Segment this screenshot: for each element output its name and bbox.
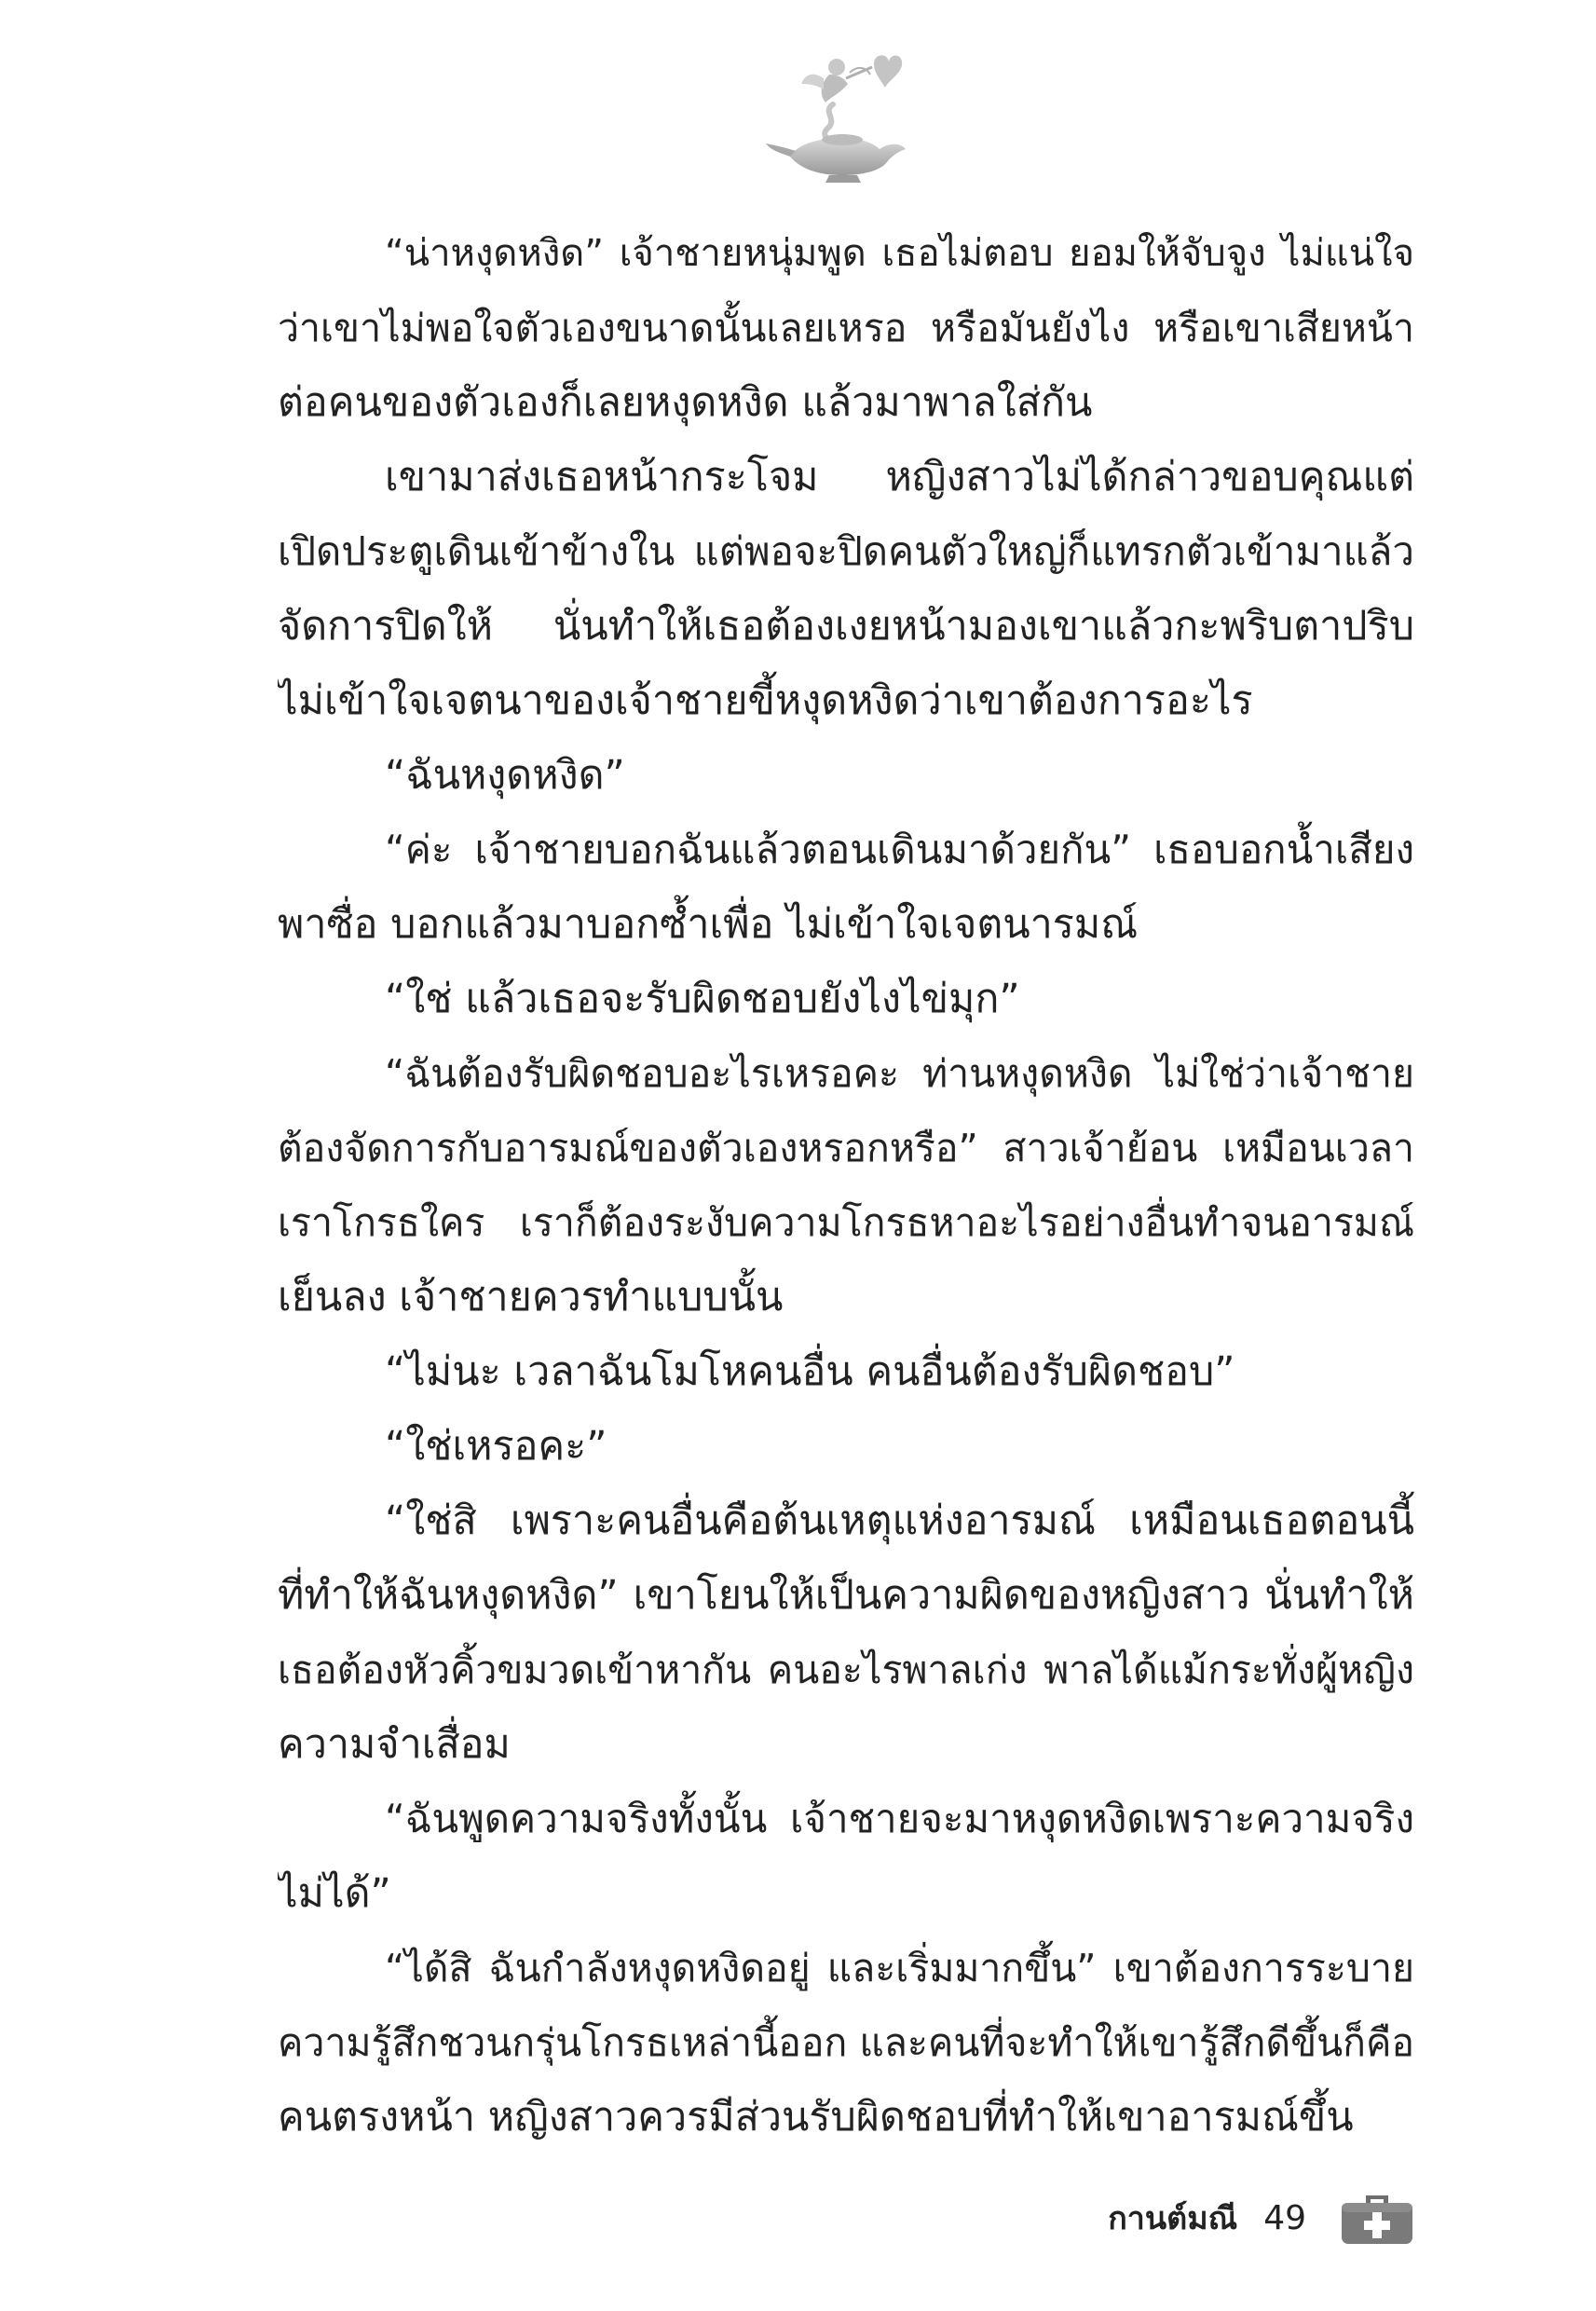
magic-lamp-ornament-icon [764, 47, 913, 186]
text-line: คนตรงหน้า หญิงสาวควรมีส่วนรับผิดชอบที่ทำให้เขาอารมณ์ขึ้น [278, 2094, 1354, 2140]
text-line: พาซื่อ บอกแล้วมาบอกซ้ำเพื่อ ไม่เข้าใจเจตนารมณ์ [278, 901, 1139, 948]
text-line: เย็นลง เจ้าชายควรทำแบบนั้น [278, 1274, 784, 1320]
text-line: ไม่เข้าใจเจตนาของเจ้าชายขี้หงุดหงิดว่าเขาต้องการอะไร [278, 677, 1253, 724]
text-line: “ฉันต้องรับผิดชอบอะไรเหรอคะ ท่านหงุดหงิด ไม่ใช่ว่าเจ้าชาย [385, 1051, 1414, 1096]
text-line: “ค่ะ เจ้าชายบอกฉันแล้วตอนเดินมาด้วยกัน” เธอบอกน้ำเสียง [385, 827, 1414, 872]
book-title: กานต์มณี [1108, 2200, 1238, 2237]
text-line: จัดการปิดให้ นั่นทำให้เธอต้องเงยหน้ามองเขาแล้วกะพริบตาปริบ [278, 603, 1414, 650]
text-line: “ใช่ แล้วเธอจะรับผิดชอบยังไงไข่มุก” [385, 976, 1020, 1022]
text-line: “ได้สิ ฉันกำลังหงุดหงิดอยู่ และเริ่มมากขึ้น” เขาต้องการระบาย [385, 1946, 1414, 1990]
text-line: “ไม่นะ เวลาฉันโมโหคนอื่น คนอื่นต้องรับผิดชอบ” [385, 1348, 1235, 1395]
text-line: ความจำเสื่อม [278, 1721, 511, 1768]
text-line: เธอต้องหัวคิ้วขมวดเข้าหากัน คนอะไรพาลเก่ง พาลได้แม้กระทั่งผู้หญิง [278, 1648, 1414, 1692]
text-line: ต่อคนของตัวเองก็เลยหงุดหงิด แล้วมาพาลใส่กัน [278, 379, 1093, 426]
text-line: “ใช่สิ เพราะคนอื่นคือต้นเหตุแห่งอารมณ์ เหมือนเธอตอนนี้ [385, 1497, 1414, 1544]
page-number: 49 [1263, 2198, 1306, 2237]
medical-kit-icon [1340, 2190, 1414, 2246]
body-text [278, 216, 1414, 2154]
text-line: เปิดประตูเดินเข้าข้างใน แต่พอจะปิดคนตัวใหญ่ก็แทรกตัวเข้ามาแล้ว [278, 528, 1414, 574]
text-line: ว่าเขาไม่พอใจตัวเองขนาดนั้นเลยเหรอ หรือมันยังไง หรือเขาเสียหน้า [278, 306, 1414, 350]
text-line: ความรู้สึกชวนกรุ่นโกรธเหล่านี้ออก และคนที่จะทำให้เขารู้สึกดีขึ้นก็คือ [278, 2020, 1414, 2065]
text-line: “ฉันหงุดหงิด” [385, 752, 625, 799]
text-line: ที่ทำให้ฉันหงุดหงิด” เขาโยนให้เป็นความผิดของหญิงสาว นั่นทำให้ [278, 1572, 1414, 1619]
text-line: เขามาส่งเธอหน้ากระโจม หญิงสาวไม่ได้กล่าวขอบคุณแต่ [385, 454, 1414, 500]
text-line: “ฉันพูดความจริงทั้งนั้น เจ้าชายจะมาหงุดหงิดเพราะความจริง [385, 1796, 1414, 1841]
text-line: “น่าหงุดหงิด” เจ้าชายหนุ่มพูด เธอไม่ตอบ ยอมให้จับจูง ไม่แน่ใจ [385, 232, 1414, 275]
text-line: ต้องจัดการกับอารมณ์ของตัวเองหรอกหรือ” สาวเจ้าย้อน เหมือนเวลา [278, 1126, 1414, 1170]
text-line: “ใช่เหรอคะ” [385, 1423, 607, 1470]
page-footer [1108, 2190, 1414, 2246]
text-line: เราโกรธใคร เราก็ต้องระงับความโกรธหาอะไรอย่างอื่นทำจนอารมณ์ [278, 1200, 1414, 1245]
text-line: ไม่ได้” [278, 1870, 391, 1917]
